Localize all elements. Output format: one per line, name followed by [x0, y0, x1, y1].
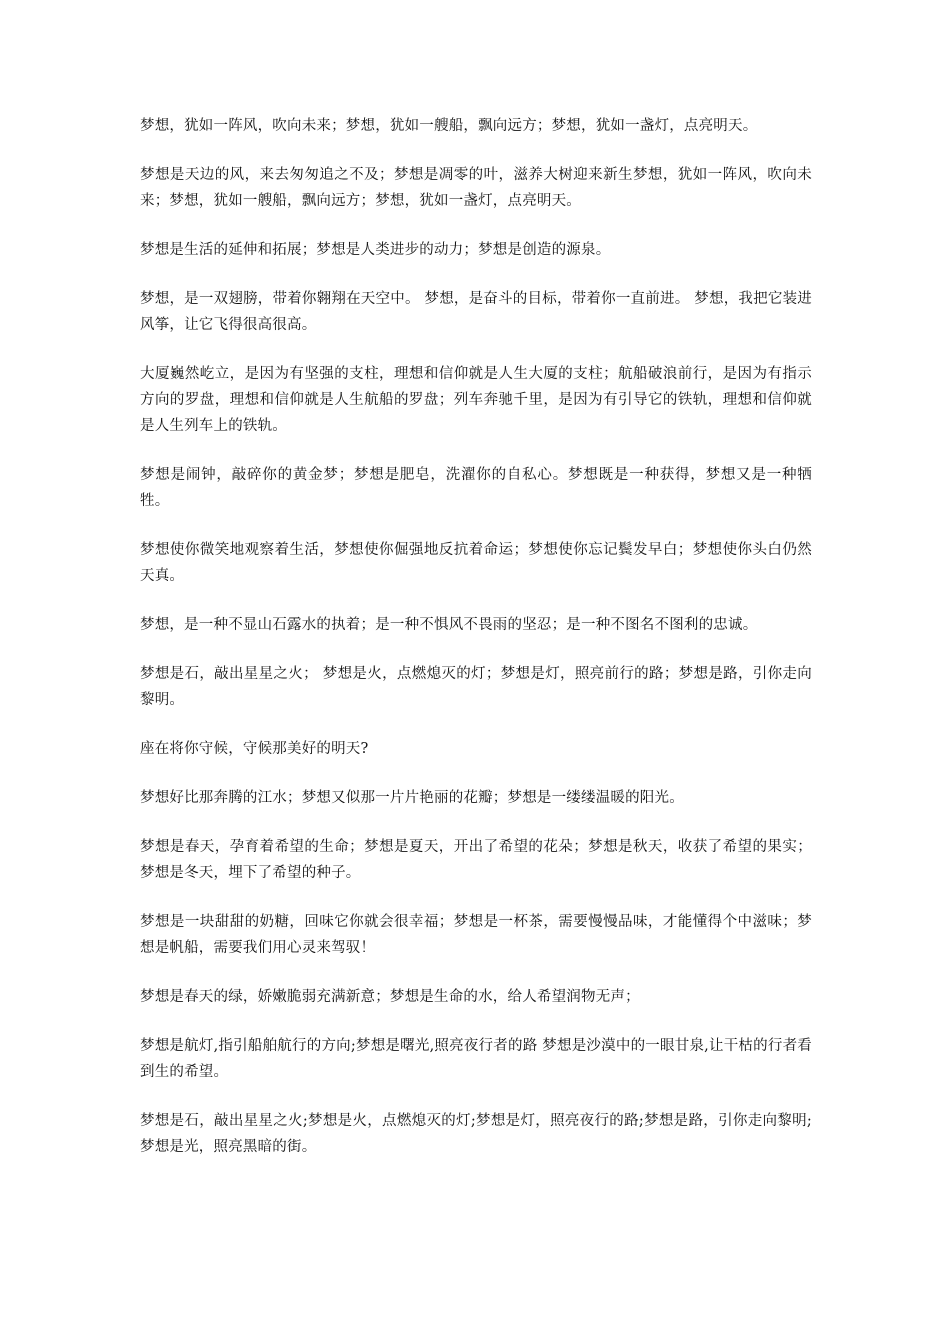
paragraph-14: 梦想是春天的绿，娇嫩脆弱充满新意；梦想是生命的水，给人希望润物无声；: [140, 989, 640, 1005]
document-page: [140, 113, 812, 1183]
paragraph-9: 梦想是石，敲出星星之火； 梦想是火，点燃熄灭的灯；梦想是灯，照亮前行的路；梦想是路，引你走向黎明。: [140, 666, 812, 708]
paragraph-11: 梦想好比那奔腾的江水；梦想又似那一片片艳丽的花瓣；梦想是一缕缕温暖的阳光。: [140, 790, 684, 806]
paragraph-8: 梦想，是一种不显山石露水的执着；是一种不惧风不畏雨的坚忍；是一种不图名不图利的忠诚。: [140, 617, 758, 633]
paragraph-3: 梦想是生活的延伸和拓展；梦想是人类进步的动力；梦想是创造的源泉。: [140, 242, 611, 258]
paragraph-13: 梦想是一块甜甜的奶糖，回味它你就会很幸福；梦想是一杯茶，需要慢慢品味，才能懂得个中滋味；梦想是帆船，需要我们用心灵来驾驭！: [140, 914, 812, 956]
paragraph-7: 梦想使你微笑地观察着生活，梦想使你倔强地反抗着命运；梦想使你忘记鬓发早白；梦想使你头白仍然天真。: [140, 542, 812, 584]
paragraph-6: 梦想是闹钟，敲碎你的黄金梦；梦想是肥皂，洗濯你的自私心。梦想既是一种获得，梦想又是一种牺牲。: [140, 467, 812, 509]
paragraph-4: 梦想，是一双翅膀，带着你翱翔在天空中。 梦想，是奋斗的目标，带着你一直前进。 梦想，我把它装进风筝，让它飞得很高很高。: [140, 291, 812, 333]
paragraph-12: 梦想是春天，孕育着希望的生命；梦想是夏天，开出了希望的花朵；梦想是秋天，收获了希望的果实；梦想是冬天，埋下了希望的种子。: [140, 839, 812, 881]
paragraph-16: 梦想是石，敲出星星之火;梦想是火，点燃熄灭的灯;梦想是灯，照亮夜行的路;梦想是路，引你走向黎明;梦想是光，照亮黑暗的街。: [140, 1113, 812, 1155]
paragraph-10: 座在将你守候，守候那美好的明天?: [140, 741, 369, 757]
paragraph-1: 梦想，犹如一阵风，吹向未来；梦想，犹如一艘船，飘向远方；梦想，犹如一盏灯，点亮明天。: [140, 118, 758, 134]
paragraph-15: 梦想是航灯,指引船舶航行的方向;梦想是曙光,照亮夜行者的路 梦想是沙漠中的一眼甘泉,让干枯的行者看到生的希望。: [140, 1038, 812, 1080]
paragraph-2: 梦想是天边的风，来去匆匆追之不及；梦想是凋零的叶，滋养大树迎来新生梦想，犹如一阵风，吹向未来；梦想，犹如一艘船，飘向远方；梦想，犹如一盏灯，点亮明天。: [140, 167, 812, 209]
paragraph-5: 大厦巍然屹立，是因为有坚强的支柱，理想和信仰就是人生大厦的支柱；航船破浪前行，是因为有指示 方向的罗盘，理想和信仰就是人生航船的罗盘；列车奔驰千里，是因为有引导它的铁轨，理想和信仰就是人生列车上的铁轨。: [140, 366, 812, 434]
